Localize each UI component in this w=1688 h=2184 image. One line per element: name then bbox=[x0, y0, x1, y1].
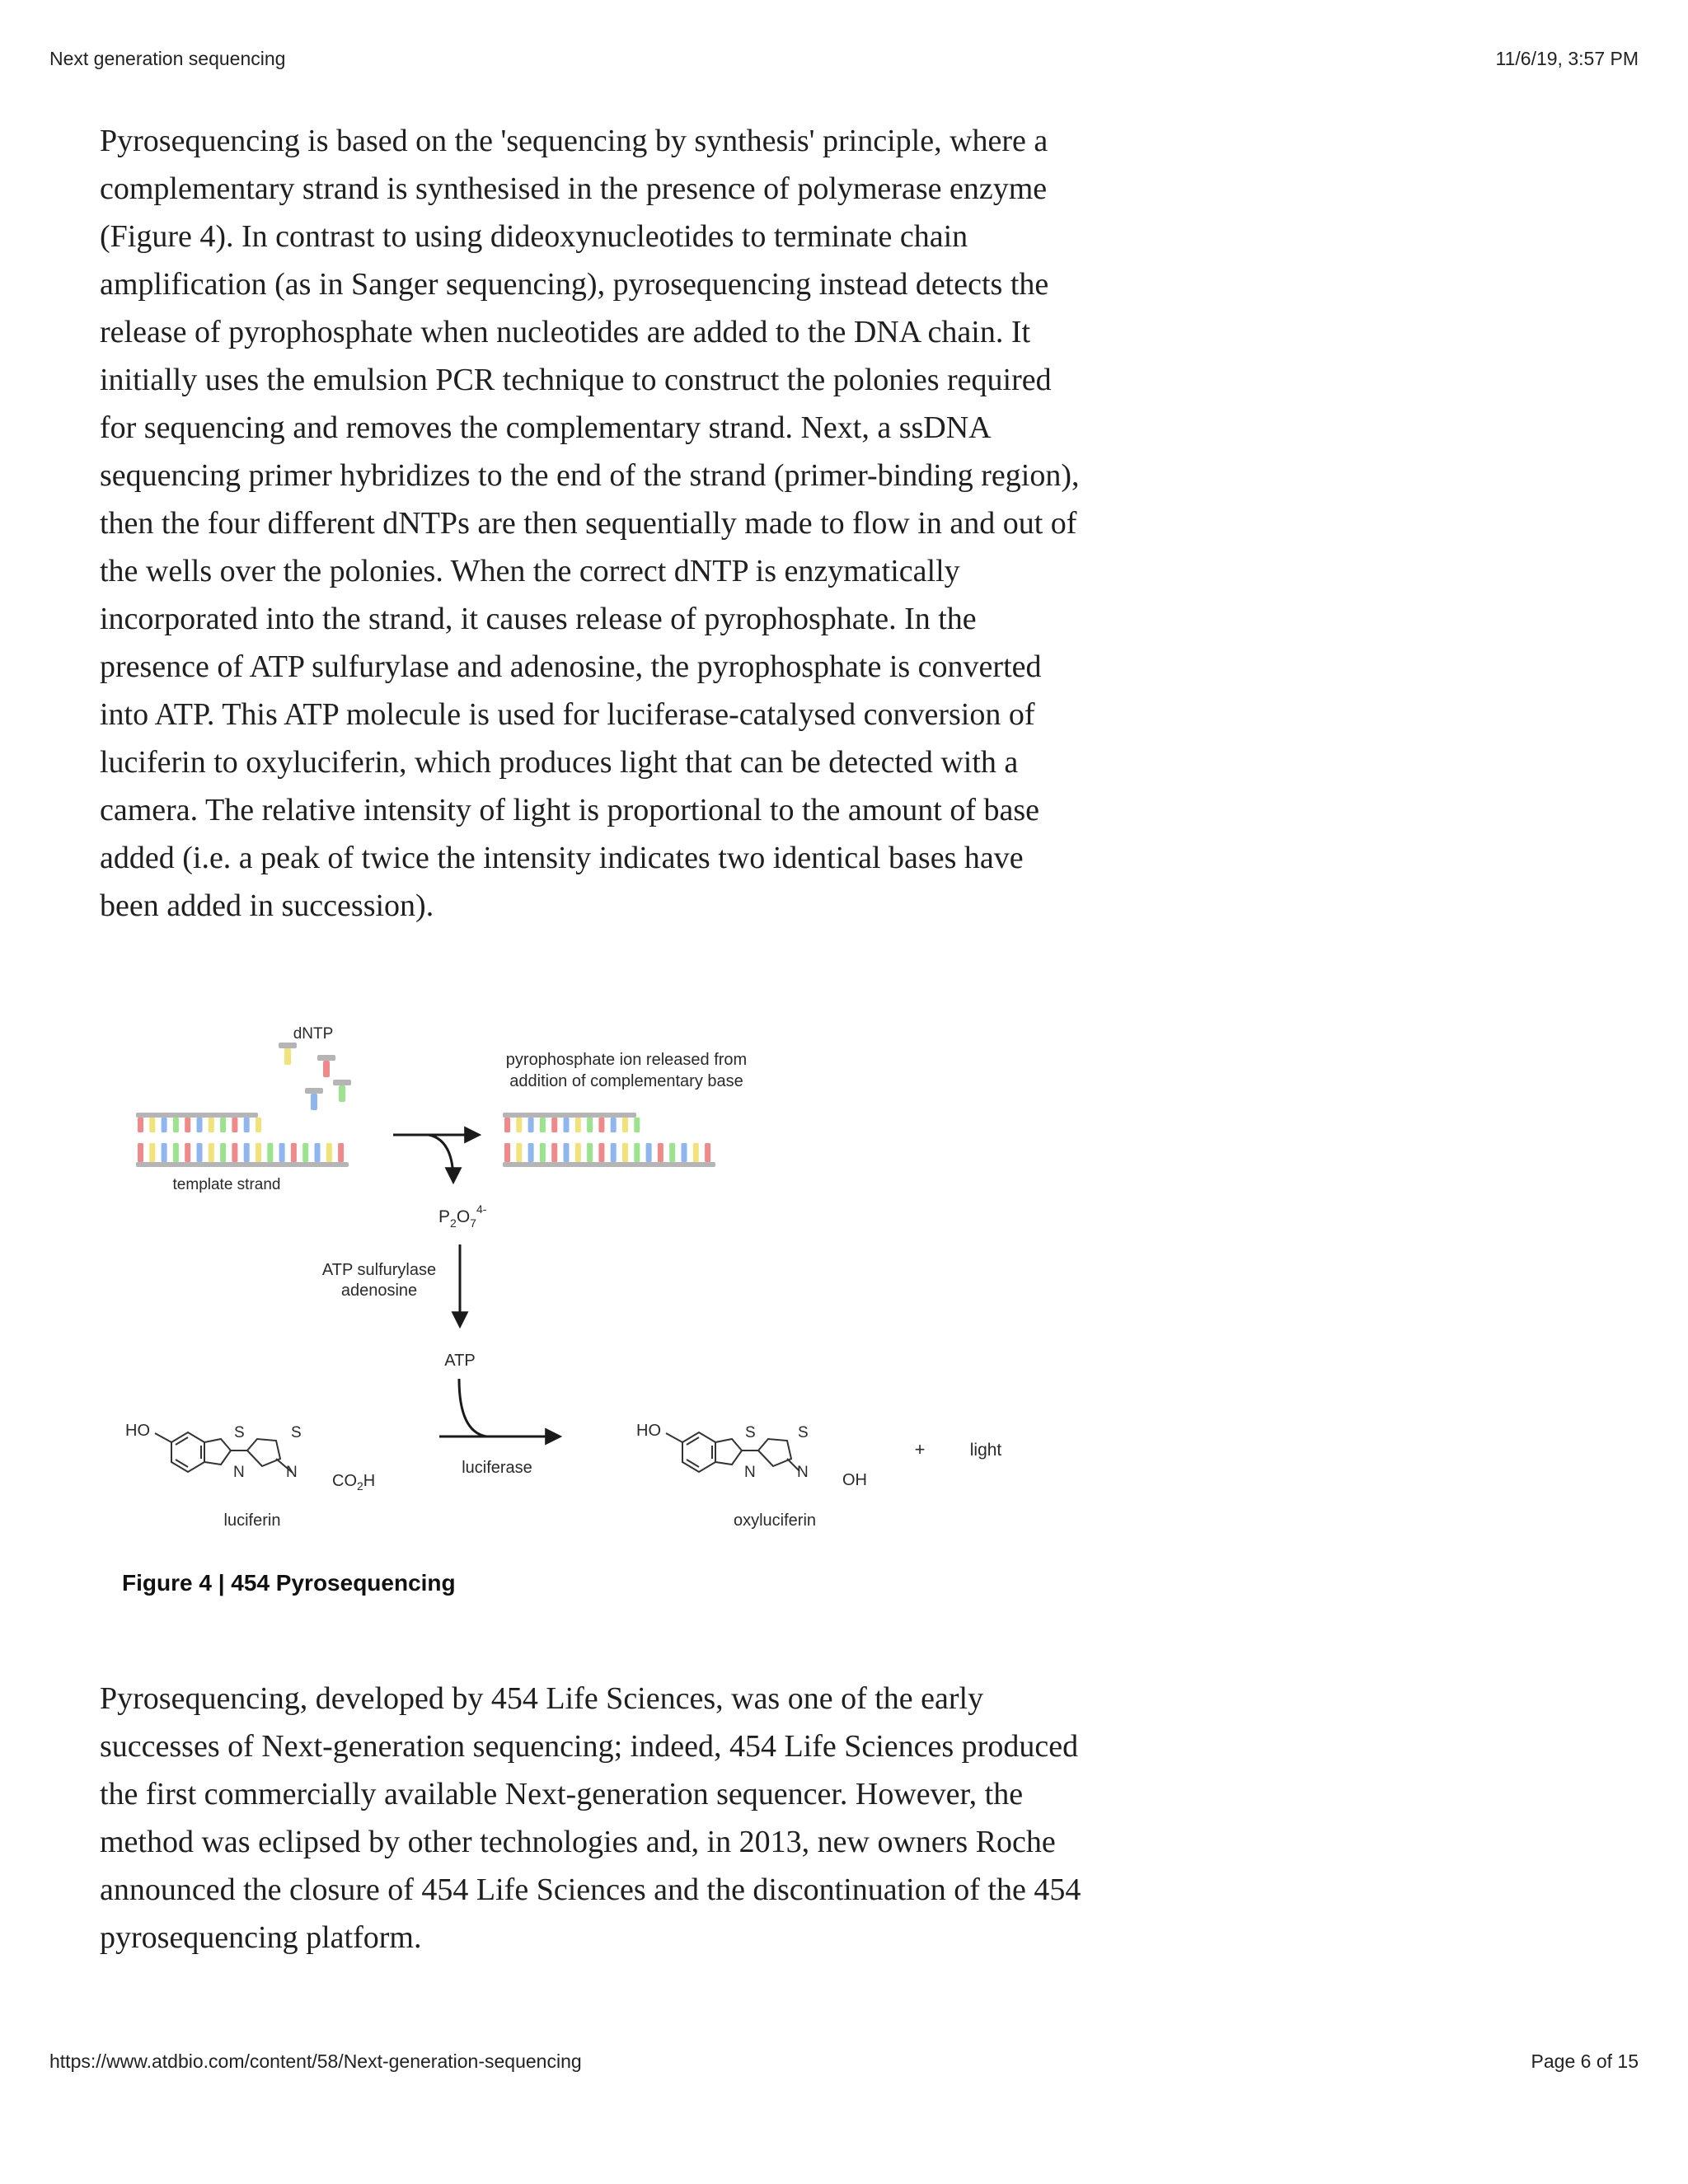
dna-base bbox=[564, 1118, 570, 1132]
dna-base bbox=[669, 1143, 675, 1162]
dntp-blue bbox=[305, 1088, 323, 1110]
dna-base bbox=[162, 1118, 167, 1132]
dna-base bbox=[528, 1143, 534, 1162]
header-datetime: 11/6/19, 3:57 PM bbox=[1495, 48, 1639, 69]
svg-text:P2O74-: $P_2O_7^{4-}$ bbox=[438, 1202, 487, 1230]
dna-base bbox=[279, 1143, 285, 1162]
oxyluciferin-s1: S bbox=[745, 1424, 756, 1441]
dna-base bbox=[551, 1118, 557, 1132]
luciferin-n2: N bbox=[286, 1464, 298, 1481]
dna-base bbox=[173, 1143, 179, 1162]
plus-sign: + bbox=[914, 1439, 926, 1460]
dna-base bbox=[256, 1118, 261, 1132]
dna-base bbox=[149, 1143, 155, 1162]
dna-base bbox=[658, 1143, 663, 1162]
pyrophosphate-formula bbox=[438, 1202, 487, 1230]
adenosine-label: adenosine bbox=[340, 1282, 418, 1300]
luciferin-n1: N bbox=[233, 1464, 245, 1481]
dna-base bbox=[326, 1143, 332, 1162]
dna-base bbox=[504, 1118, 510, 1132]
dna-base bbox=[162, 1143, 167, 1162]
paragraph-pyrosequencing-principle: Pyrosequencing is based on the 'sequencing by synthesis' principle, where a complementary strand is synthesised in the presence of polymerase enzyme (Figure 4). In contrast to using dideoxynucleotides to terminate chain amplification (as in Sanger sequencing), pyrosequencing instead detects the release of pyrophosphate when nucleotides are added to the DNA chain. It initially uses the emulsion PCR technique to construct the polonies required for sequencing and removes the complementary strand. Next, a ssDNA sequencing primer hybridizes to the end of the strand (primer-binding region), then the four different dNTPs are then sequentially made to flow in and out of the wells over the polonies. When the correct dNTP is enzymatically incorporated into the strand, it causes release of pyrophosphate. In the presence of ATP sulfurylase and adenosine, the pyrophosphate is converted into ATP. This ATP molecule is used for luciferase-catalysed conversion of luciferin to oxyluciferin, which produces light that can be detected with a camera. The relative intensity of light is proportional to the amount of base added (i.e. a peak of twice the intensity indicates two identical bases have been added in succession). bbox=[100, 124, 1080, 923]
dntp-yellow bbox=[279, 1043, 297, 1065]
dna-base bbox=[705, 1143, 710, 1162]
atp-curve bbox=[459, 1379, 486, 1436]
oxyluciferin-oh: OH bbox=[842, 1471, 867, 1489]
dna-base bbox=[575, 1118, 581, 1132]
luciferin-s2: S bbox=[291, 1424, 302, 1441]
dna-base bbox=[185, 1143, 190, 1162]
dna-base bbox=[587, 1118, 593, 1132]
dna-base bbox=[185, 1118, 190, 1132]
dna-base bbox=[338, 1143, 344, 1162]
atp-label: ATP bbox=[444, 1352, 476, 1370]
dna-base bbox=[173, 1118, 179, 1132]
oxyluciferin-n1: N bbox=[744, 1464, 756, 1481]
dna-base bbox=[138, 1143, 143, 1162]
pyrosequencing-diagram bbox=[115, 1010, 1039, 1554]
oxyluciferin-s2: S bbox=[798, 1424, 809, 1441]
dna-base bbox=[540, 1118, 546, 1132]
dna-base bbox=[540, 1143, 546, 1162]
dna-base bbox=[634, 1118, 640, 1132]
dna-base bbox=[209, 1143, 214, 1162]
dna-base bbox=[220, 1143, 226, 1162]
dntp-label: dNTP bbox=[293, 1025, 334, 1043]
dna-base bbox=[622, 1143, 628, 1162]
dna-base bbox=[197, 1118, 203, 1132]
dna-base bbox=[551, 1143, 557, 1162]
template-strand-dna bbox=[136, 1113, 349, 1167]
dna-base bbox=[291, 1143, 297, 1162]
luciferin-structure bbox=[155, 1432, 293, 1473]
dna-base bbox=[267, 1143, 273, 1162]
dna-base bbox=[197, 1143, 203, 1162]
oxyluciferin-structure bbox=[666, 1432, 799, 1472]
footer-page-number: Page 6 of 15 bbox=[1531, 2050, 1639, 2072]
dna-base bbox=[682, 1143, 687, 1162]
dntp-green bbox=[333, 1080, 351, 1102]
luciferin-ho: HO bbox=[125, 1422, 150, 1440]
dna-base bbox=[220, 1118, 226, 1132]
dna-base bbox=[232, 1143, 237, 1162]
light-label: light bbox=[969, 1441, 1002, 1460]
dna-base bbox=[256, 1143, 261, 1162]
luciferin-s1: S bbox=[234, 1424, 245, 1441]
luciferin-label: luciferin bbox=[223, 1511, 281, 1530]
oxyluciferin-label: oxyluciferin bbox=[733, 1511, 817, 1530]
dna-base bbox=[564, 1143, 570, 1162]
dna-base bbox=[315, 1143, 321, 1162]
footer-url: https://www.atdbio.com/content/58/Next-generation-sequencing bbox=[49, 2050, 582, 2072]
dna-base bbox=[693, 1143, 699, 1162]
luciferase-label: luciferase bbox=[462, 1459, 532, 1477]
dna-base bbox=[598, 1143, 604, 1162]
atp-sulfurylase-label: ATP sulfurylase bbox=[321, 1261, 437, 1279]
dna-base bbox=[622, 1118, 628, 1132]
oxyluciferin-ho: HO bbox=[636, 1422, 661, 1440]
dna-base bbox=[516, 1143, 522, 1162]
dna-base bbox=[528, 1118, 534, 1132]
dna-base bbox=[516, 1118, 522, 1132]
dna-base bbox=[598, 1118, 604, 1132]
oxyluciferin-n2: N bbox=[797, 1464, 809, 1481]
dna-base bbox=[504, 1143, 510, 1162]
template-strand-label: template strand bbox=[172, 1176, 281, 1193]
dna-base bbox=[611, 1143, 617, 1162]
extended-strand-dna bbox=[503, 1113, 715, 1167]
header-title: Next generation sequencing bbox=[49, 48, 286, 69]
dna-base bbox=[611, 1118, 617, 1132]
dna-base bbox=[302, 1143, 308, 1162]
figure-caption: Figure 4 | 454 Pyrosequencing bbox=[122, 1570, 456, 1596]
dntp-red bbox=[317, 1055, 335, 1077]
dna-base bbox=[138, 1118, 143, 1132]
dna-base bbox=[575, 1143, 581, 1162]
dna-base bbox=[634, 1143, 640, 1162]
dna-base bbox=[244, 1143, 250, 1162]
pyrophosphate-curve bbox=[429, 1135, 453, 1181]
luciferin-co2h: $CO_2H$ bbox=[332, 1472, 376, 1493]
dna-base bbox=[646, 1143, 652, 1162]
dna-base bbox=[232, 1118, 237, 1132]
dna-base bbox=[587, 1143, 593, 1162]
dna-base bbox=[149, 1118, 155, 1132]
released-label-line1: pyrophosphate ion released from bbox=[505, 1051, 748, 1069]
paragraph-454-history: Pyrosequencing, developed by 454 Life Sciences, was one of the early successes of Next-generation sequencing; indeed, 454 Life Sciences produced the first commercially available Next-generation sequencer. However, the method was eclipsed by other technologies and, in 2013, new owners Roche announced the closure of 454 Life Sciences and the discontinuation of the 454 pyrosequencing platform. bbox=[100, 1681, 1081, 1955]
dna-base bbox=[209, 1118, 214, 1132]
released-label-line2: addition of complementary base bbox=[509, 1072, 743, 1090]
dna-base bbox=[244, 1118, 250, 1132]
